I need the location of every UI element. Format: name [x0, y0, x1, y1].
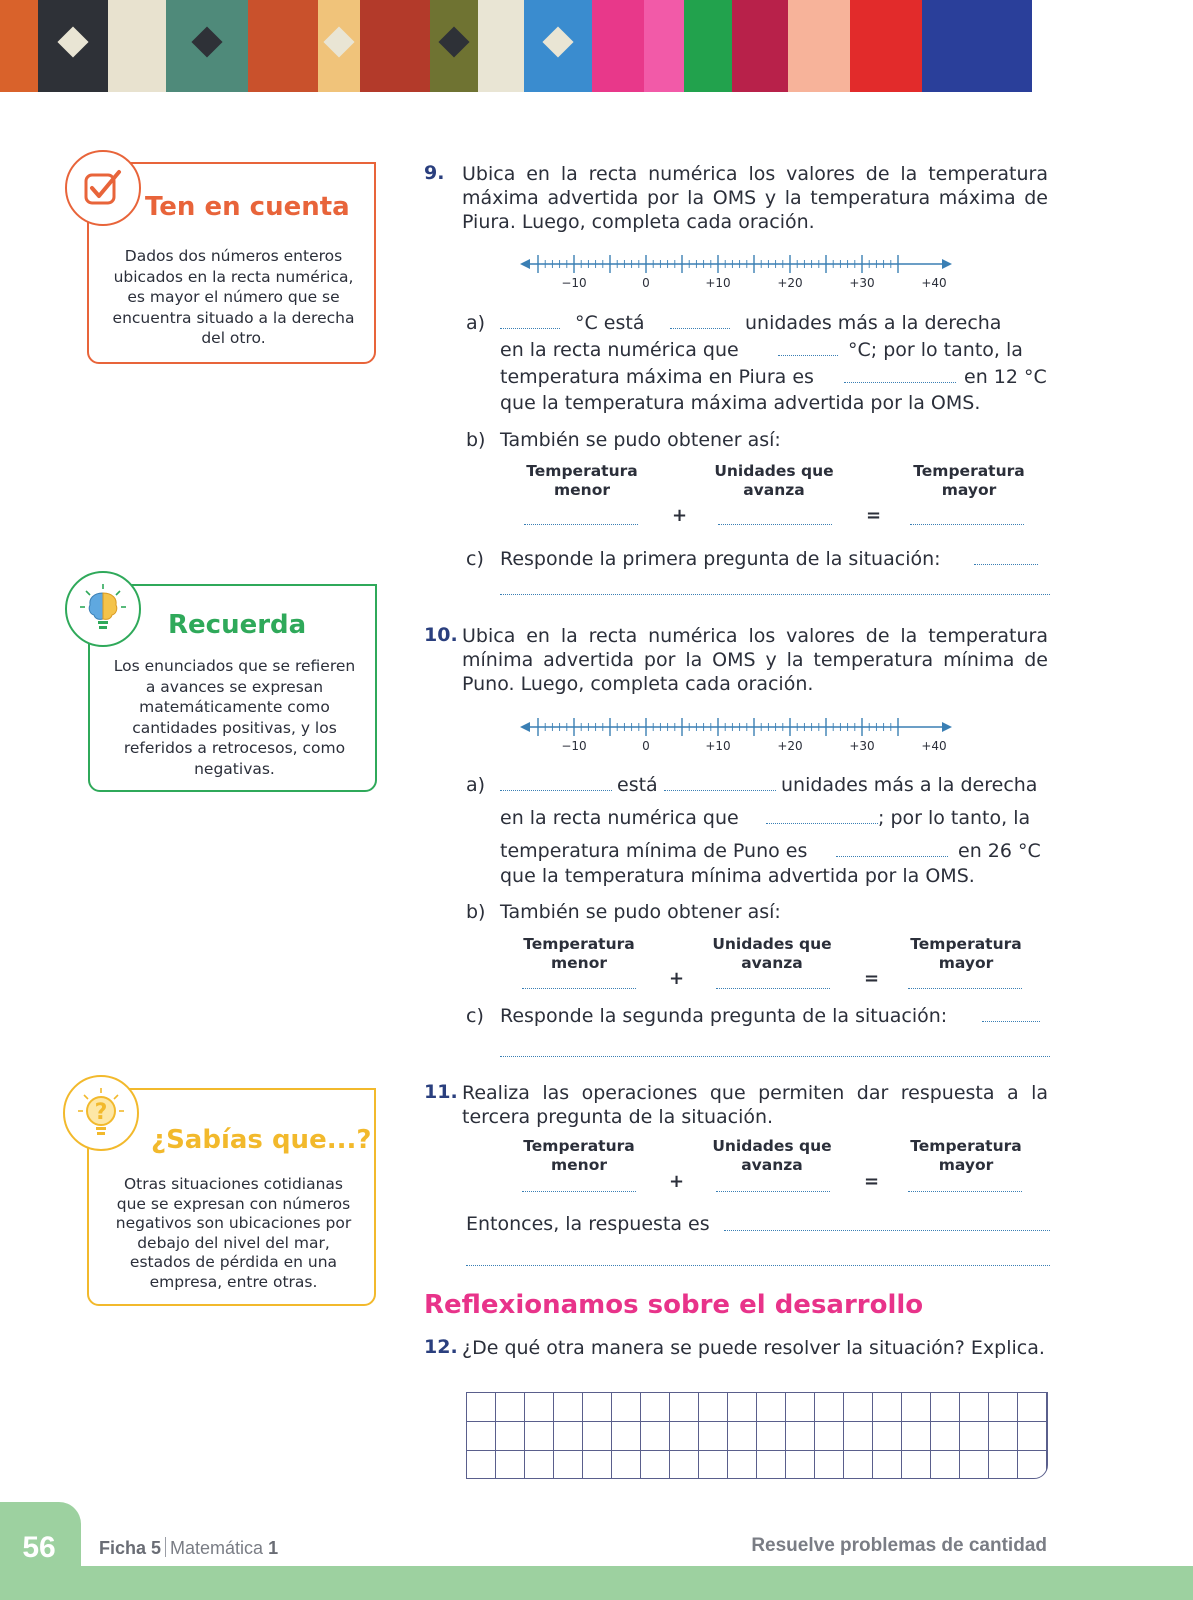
tick-label: +20 [777, 276, 803, 290]
q9-a-text-1: °C está [575, 312, 645, 334]
footer-competency: Resuelve problemas de cantidad [751, 1535, 1047, 1556]
decorative-banner [0, 0, 1193, 92]
banner-motif [191, 27, 222, 58]
sabias-que-box [87, 1088, 376, 1306]
q10-a-text-4: ; por lo tanto, la [878, 807, 1031, 829]
q9-a-blank-4[interactable] [844, 382, 956, 383]
q9-c-blank-1[interactable] [974, 564, 1038, 565]
q9-col-mayor: Temperatura mayor [913, 462, 1025, 499]
q10-a-blank-4[interactable] [836, 856, 948, 857]
tick-label: +30 [849, 739, 875, 753]
question-10-text: Ubica en la recta numérica los valores de la temperatura mínima advertida por la OMS y la temperatura mínima de Puno. Luego, completa cada oración. [462, 625, 1048, 695]
ten-en-cuenta-title: Ten en cuenta [145, 192, 350, 222]
question-11-text: Realiza las operaciones que permiten dar respuesta a la tercera pregunta de la situación. [462, 1082, 1048, 1128]
page-number: 56 [22, 1531, 56, 1564]
banner-stripe [166, 0, 248, 92]
q10-c-label: c) [466, 1005, 484, 1027]
q10-c-text: Responde la segunda pregunta de la situación: [500, 1005, 948, 1027]
q9-b-label: b) [466, 429, 486, 451]
q10-b-text: También se pudo obtener así: [500, 901, 781, 923]
q9-a-text-3: en la recta numérica que [500, 339, 739, 361]
banner-stripe [592, 0, 644, 92]
tick-label: +10 [705, 739, 731, 753]
q9-b-blank-menor[interactable] [524, 524, 638, 525]
q9-c-text: Responde la primera pregunta de la situación: [500, 548, 941, 570]
recuerda-box [88, 584, 377, 792]
ten-en-cuenta-box [87, 162, 376, 364]
banner-stripe [922, 0, 1032, 92]
q11-answer-blank-2[interactable] [466, 1265, 1050, 1266]
tick-label: 0 [642, 739, 650, 753]
q11-answer-blank-1[interactable] [724, 1230, 1050, 1231]
right-arrow-icon [942, 259, 952, 269]
q10-b-label: b) [466, 901, 486, 923]
q9-col-unidades: Unidades que avanza [714, 462, 834, 499]
q10-b-plus: + [669, 968, 685, 989]
tick-label: −10 [561, 276, 587, 290]
q9-a-blank-2[interactable] [670, 328, 730, 329]
recuerda-title: Recuerda [168, 610, 307, 640]
q9-a-text-2: unidades más a la derecha [745, 312, 1002, 334]
q10-c-blank-1[interactable] [982, 1021, 1040, 1022]
number-line-1[interactable] [520, 256, 956, 290]
q9-a-text-7: que la temperatura máxima advertida por la OMS. [500, 392, 981, 414]
q11-blank-unidades[interactable] [716, 1191, 830, 1192]
q10-b-blank-unidades[interactable] [716, 988, 830, 989]
q11-blank-menor[interactable] [522, 1191, 636, 1192]
banner-motif [323, 27, 354, 58]
q10-a-text-3: en la recta numérica que [500, 807, 739, 829]
q9-a-label: a) [466, 312, 486, 334]
banner-stripe [430, 0, 478, 92]
q11-plus: + [669, 1171, 685, 1192]
q9-a-text-4: °C; por lo tanto, la [848, 339, 1023, 361]
q10-a-text-2: unidades más a la derecha [781, 774, 1038, 796]
q9-b-equals: = [866, 505, 882, 526]
recuerda-text: Los enunciados que se refieren a avances se expresan matemáticamente como cantidades positivas, y los referidos a retrocesos, como negativas. [113, 657, 356, 778]
banner-stripe [38, 0, 108, 92]
q10-a-blank-3[interactable] [766, 823, 878, 824]
banner-stripe [850, 0, 922, 92]
footer-ficha [99, 1537, 278, 1559]
question-9-number: 9. [424, 162, 445, 184]
q9-a-blank-1[interactable] [500, 328, 560, 329]
banner-stripe [732, 0, 788, 92]
tick-label: −10 [561, 739, 587, 753]
question-12-number: 12. [424, 1336, 458, 1358]
banner-stripe [318, 0, 360, 92]
q11-col-unidades: Unidades que avanza [712, 1137, 832, 1174]
question-bulb-icon [63, 1075, 139, 1151]
answer-grid[interactable] [466, 1392, 1048, 1479]
footer-subject: Matemática [170, 1538, 264, 1558]
q10-a-text-7: que la temperatura mínima advertida por la OMS. [500, 865, 975, 887]
q9-a-blank-3[interactable] [778, 355, 838, 356]
q11-answer-text: Entonces, la respuesta es [466, 1213, 710, 1235]
q9-b-blank-mayor[interactable] [910, 524, 1024, 525]
q9-b-plus: + [672, 505, 688, 526]
tick-label: +40 [921, 739, 947, 753]
q11-blank-mayor[interactable] [908, 1191, 1022, 1192]
q10-c-blank-2[interactable] [500, 1056, 1050, 1057]
q10-a-text-5: temperatura mínima de Puno es [500, 840, 808, 862]
q9-c-label: c) [466, 548, 484, 570]
tick-label: +20 [777, 739, 803, 753]
banner-stripe [360, 0, 430, 92]
q9-col-menor: Temperatura menor [526, 462, 638, 499]
sabias-que-title: ¿Sabías que...? [151, 1125, 372, 1155]
banner-stripe [108, 0, 166, 92]
q11-col-menor: Temperatura menor [523, 1137, 635, 1174]
footer-band [0, 1566, 1193, 1600]
q10-a-text-1: está [617, 774, 658, 796]
q10-b-equals: = [864, 968, 880, 989]
banner-stripe [644, 0, 684, 92]
banner-motif [438, 27, 469, 58]
q10-b-blank-mayor[interactable] [908, 988, 1022, 989]
question-9-text: Ubica en la recta numérica los valores de la temperatura máxima advertida por la OMS y la temperatura máxima de Piura. Luego, completa cada oración. [462, 163, 1048, 233]
tick-label: +40 [921, 276, 947, 290]
right-arrow-icon [942, 722, 952, 732]
q11-equals: = [864, 1171, 880, 1192]
sabias-que-text: Otras situaciones cotidianas que se expresan con números negativos son ubicaciones por debajo del nivel del mar, estados de pérdida en una empresa, entre otras. [115, 1175, 352, 1291]
banner-stripe [788, 0, 850, 92]
q10-a-blank-2[interactable] [664, 790, 776, 791]
tick-label: +30 [849, 276, 875, 290]
q9-a-text-6: en 12 °C [964, 366, 1047, 388]
q10-a-label: a) [466, 774, 486, 796]
footer-ficha-label: Ficha 5 [99, 1538, 162, 1558]
number-line-svg [520, 719, 956, 753]
q9-b-text: También se pudo obtener así: [500, 429, 781, 451]
banner-stripe [0, 0, 38, 92]
q10-col-menor: Temperatura menor [523, 935, 635, 972]
svg-text:?: ? [94, 1100, 108, 1125]
q10-col-mayor: Temperatura mayor [910, 935, 1022, 972]
banner-motif [57, 27, 88, 58]
q9-a-text-5: temperatura máxima en Piura es [500, 366, 814, 388]
ten-en-cuenta-text: Dados dos números enteros ubicados en la recta numérica, es mayor el número que se encuentra situado a la derecha del otro. [112, 247, 355, 347]
question-11-number: 11. [424, 1081, 458, 1103]
banner-motif [542, 27, 573, 58]
number-line-svg [520, 256, 956, 290]
banner-stripe [478, 0, 524, 92]
banner-stripe [248, 0, 318, 92]
banner-stripe [524, 0, 592, 92]
q10-b-blank-menor[interactable] [522, 988, 636, 989]
section-title-reflexionamos: Reflexionamos sobre el desarrollo [424, 1290, 924, 1320]
tick-label: 0 [642, 276, 650, 290]
footer-grade: 1 [268, 1538, 279, 1558]
number-line-2[interactable] [520, 719, 956, 753]
left-arrow-icon [520, 722, 530, 732]
brain-lightbulb-icon [65, 571, 141, 647]
q11-col-mayor: Temperatura mayor [910, 1137, 1022, 1174]
q9-b-blank-unidades[interactable] [718, 524, 832, 525]
banner-stripe [684, 0, 732, 92]
tick-label: +10 [705, 276, 731, 290]
left-arrow-icon [520, 259, 530, 269]
question-10-number: 10. [424, 624, 458, 646]
q10-a-blank-1[interactable] [500, 790, 612, 791]
question-12-text: ¿De qué otra manera se puede resolver la situación? Explica. [462, 1337, 1045, 1359]
q10-col-unidades: Unidades que avanza [712, 935, 832, 972]
q9-c-blank-2[interactable] [500, 594, 1050, 595]
checkbox-check-icon [65, 150, 141, 226]
q10-a-text-6: en 26 °C [958, 840, 1041, 862]
